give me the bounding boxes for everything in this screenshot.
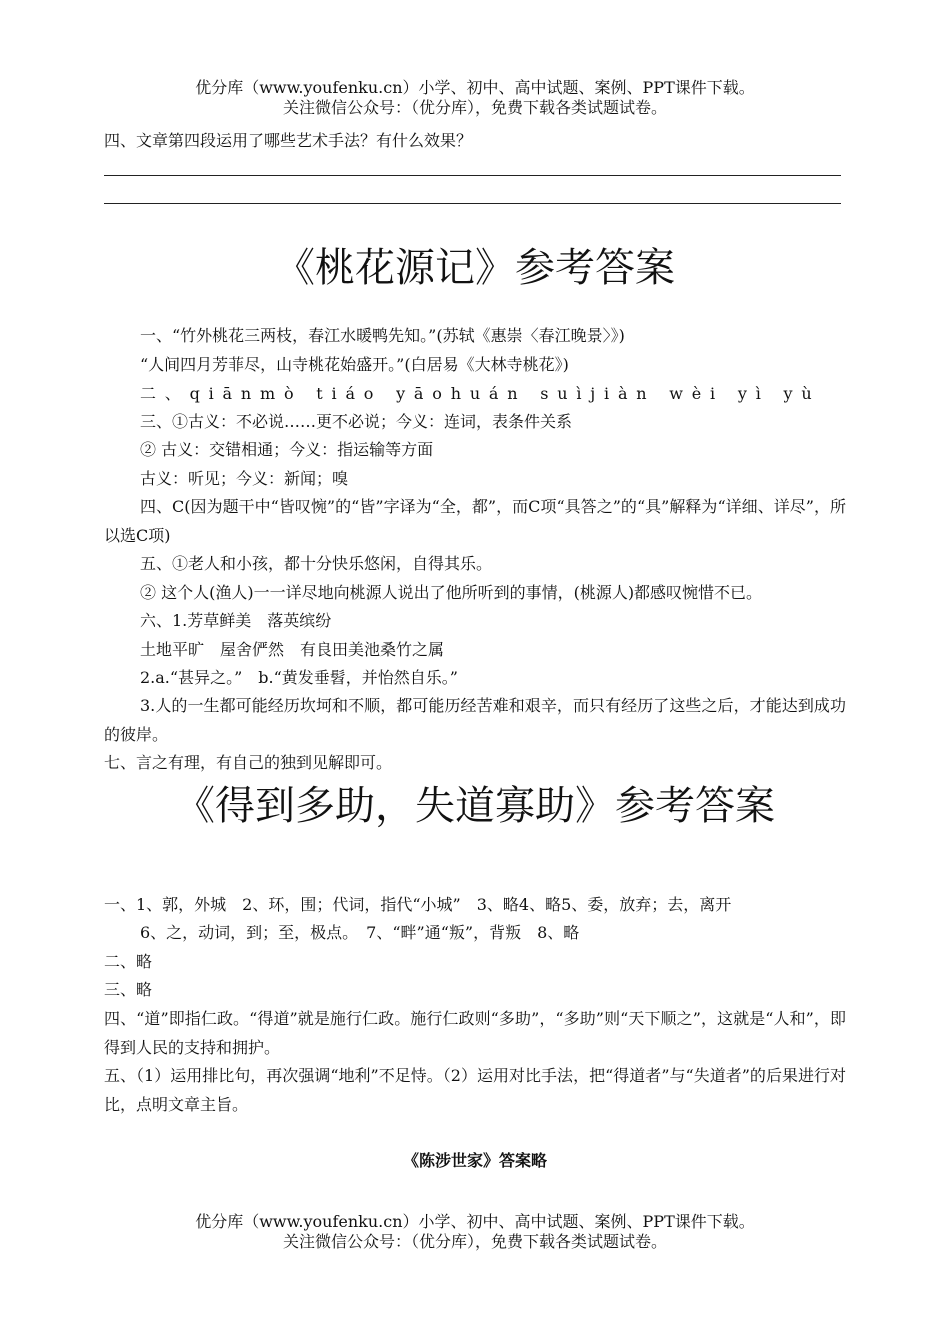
s1-line-11: 土地平旷 屋舍俨然 有良田美池桑竹之属 xyxy=(140,640,445,659)
s1-line-6: 古义：听见；今义：新闻；嗅 xyxy=(140,469,349,488)
s2-line-5: 四、“道”即指仁政。“得道”就是施行仁政。施行仁政则“多助”，“多助”则“天下顺之”，这就是“人和”，即得到人民的支持和拥护。 xyxy=(104,1009,846,1057)
s2-line-1: 一、1、郭，外城 2、环，围；代词，指代“小城” 3、略4、略5、委，放弃；去，离开 xyxy=(104,895,732,914)
s1-line-2: “人间四月芳菲尽，山寺桃花始盛开。”(白居易《大林寺桃花》) xyxy=(140,355,569,374)
s1-line-14: 七、言之有理，有自己的独到见解即可。 xyxy=(104,753,393,772)
section-3-title: 《陈涉世家》答案略 xyxy=(402,1151,547,1170)
header-line-1: 优分库（www.youfenku.cn）小学、初中、高中试题、案例、PPT课件下载。 xyxy=(195,78,755,97)
s2-line-3: 二、略 xyxy=(104,952,153,971)
s2-line-2: 6、之，动词，到；至，极点。 7、“畔”通“叛”，背叛 8、略 xyxy=(140,923,580,942)
s1-line-3: 二、qiānmò tiáo yāohuán suìjiàn wèi yì yù xyxy=(140,384,821,403)
s1-line-1: 一、“竹外桃花三两枝，春江水暖鸭先知。”(苏轼《惠崇〈春江晚景〉》) xyxy=(140,326,625,345)
s1-line-8: 五、①老人和小孩，都十分快乐悠闲，自得其乐。 xyxy=(140,554,493,573)
s1-line-9: ② 这个人(渔人)一一详尽地向桃源人说出了他所听到的事情，(桃源人)都感叹惋惜不已。 xyxy=(140,583,763,602)
footer-line-2: 关注微信公众号：（优分库），免费下载各类试题试卷。 xyxy=(282,1232,667,1251)
section-1-title: 《桃花源记》参考答案 xyxy=(275,245,675,291)
s1-line-7: 四、C(因为题干中“皆叹惋”的“皆”字译为“全，都”，而C项“具答之”的“具”解释为“详细、详尽”，所以选C项) xyxy=(104,497,846,545)
footer-line-1: 优分库（www.youfenku.cn）小学、初中、高中试题、案例、PPT课件下载。 xyxy=(195,1212,755,1231)
s1-line-10: 六、1.芳草鲜美 落英缤纷 xyxy=(140,611,332,630)
s2-line-4: 三、略 xyxy=(104,980,153,999)
s1-line-13: 3.人的一生都可能经历坎坷和不顺，都可能历经苦难和艰辛，而只有经历了这些之后，才能达到成功的彼岸。 xyxy=(104,696,846,744)
question-4: 四、文章第四段运用了哪些艺术手法？有什么效果？ xyxy=(104,131,473,150)
answer-rule-2 xyxy=(104,203,841,204)
section-2-title: 《得到多助，失道寡助》参考答案 xyxy=(175,783,775,829)
s2-line-6: 五、（1）运用排比句，再次强调“地利”不足恃。（2）运用对比手法，把“得道者”与“失道者”的后果进行对比，点明文章主旨。 xyxy=(104,1066,846,1114)
s1-line-4: 三、①古义：不必说……更不必说；今义：连词，表条件关系 xyxy=(140,412,573,431)
s1-line-12: 2.a.“甚异之。” b.“黄发垂髫，并怡然自乐。” xyxy=(140,668,458,687)
s1-line-5: ② 古义：交错相通；今义：指运输等方面 xyxy=(140,440,434,459)
header-line-2: 关注微信公众号：（优分库），免费下载各类试题试卷。 xyxy=(282,98,667,117)
answer-rule-1 xyxy=(104,175,841,176)
